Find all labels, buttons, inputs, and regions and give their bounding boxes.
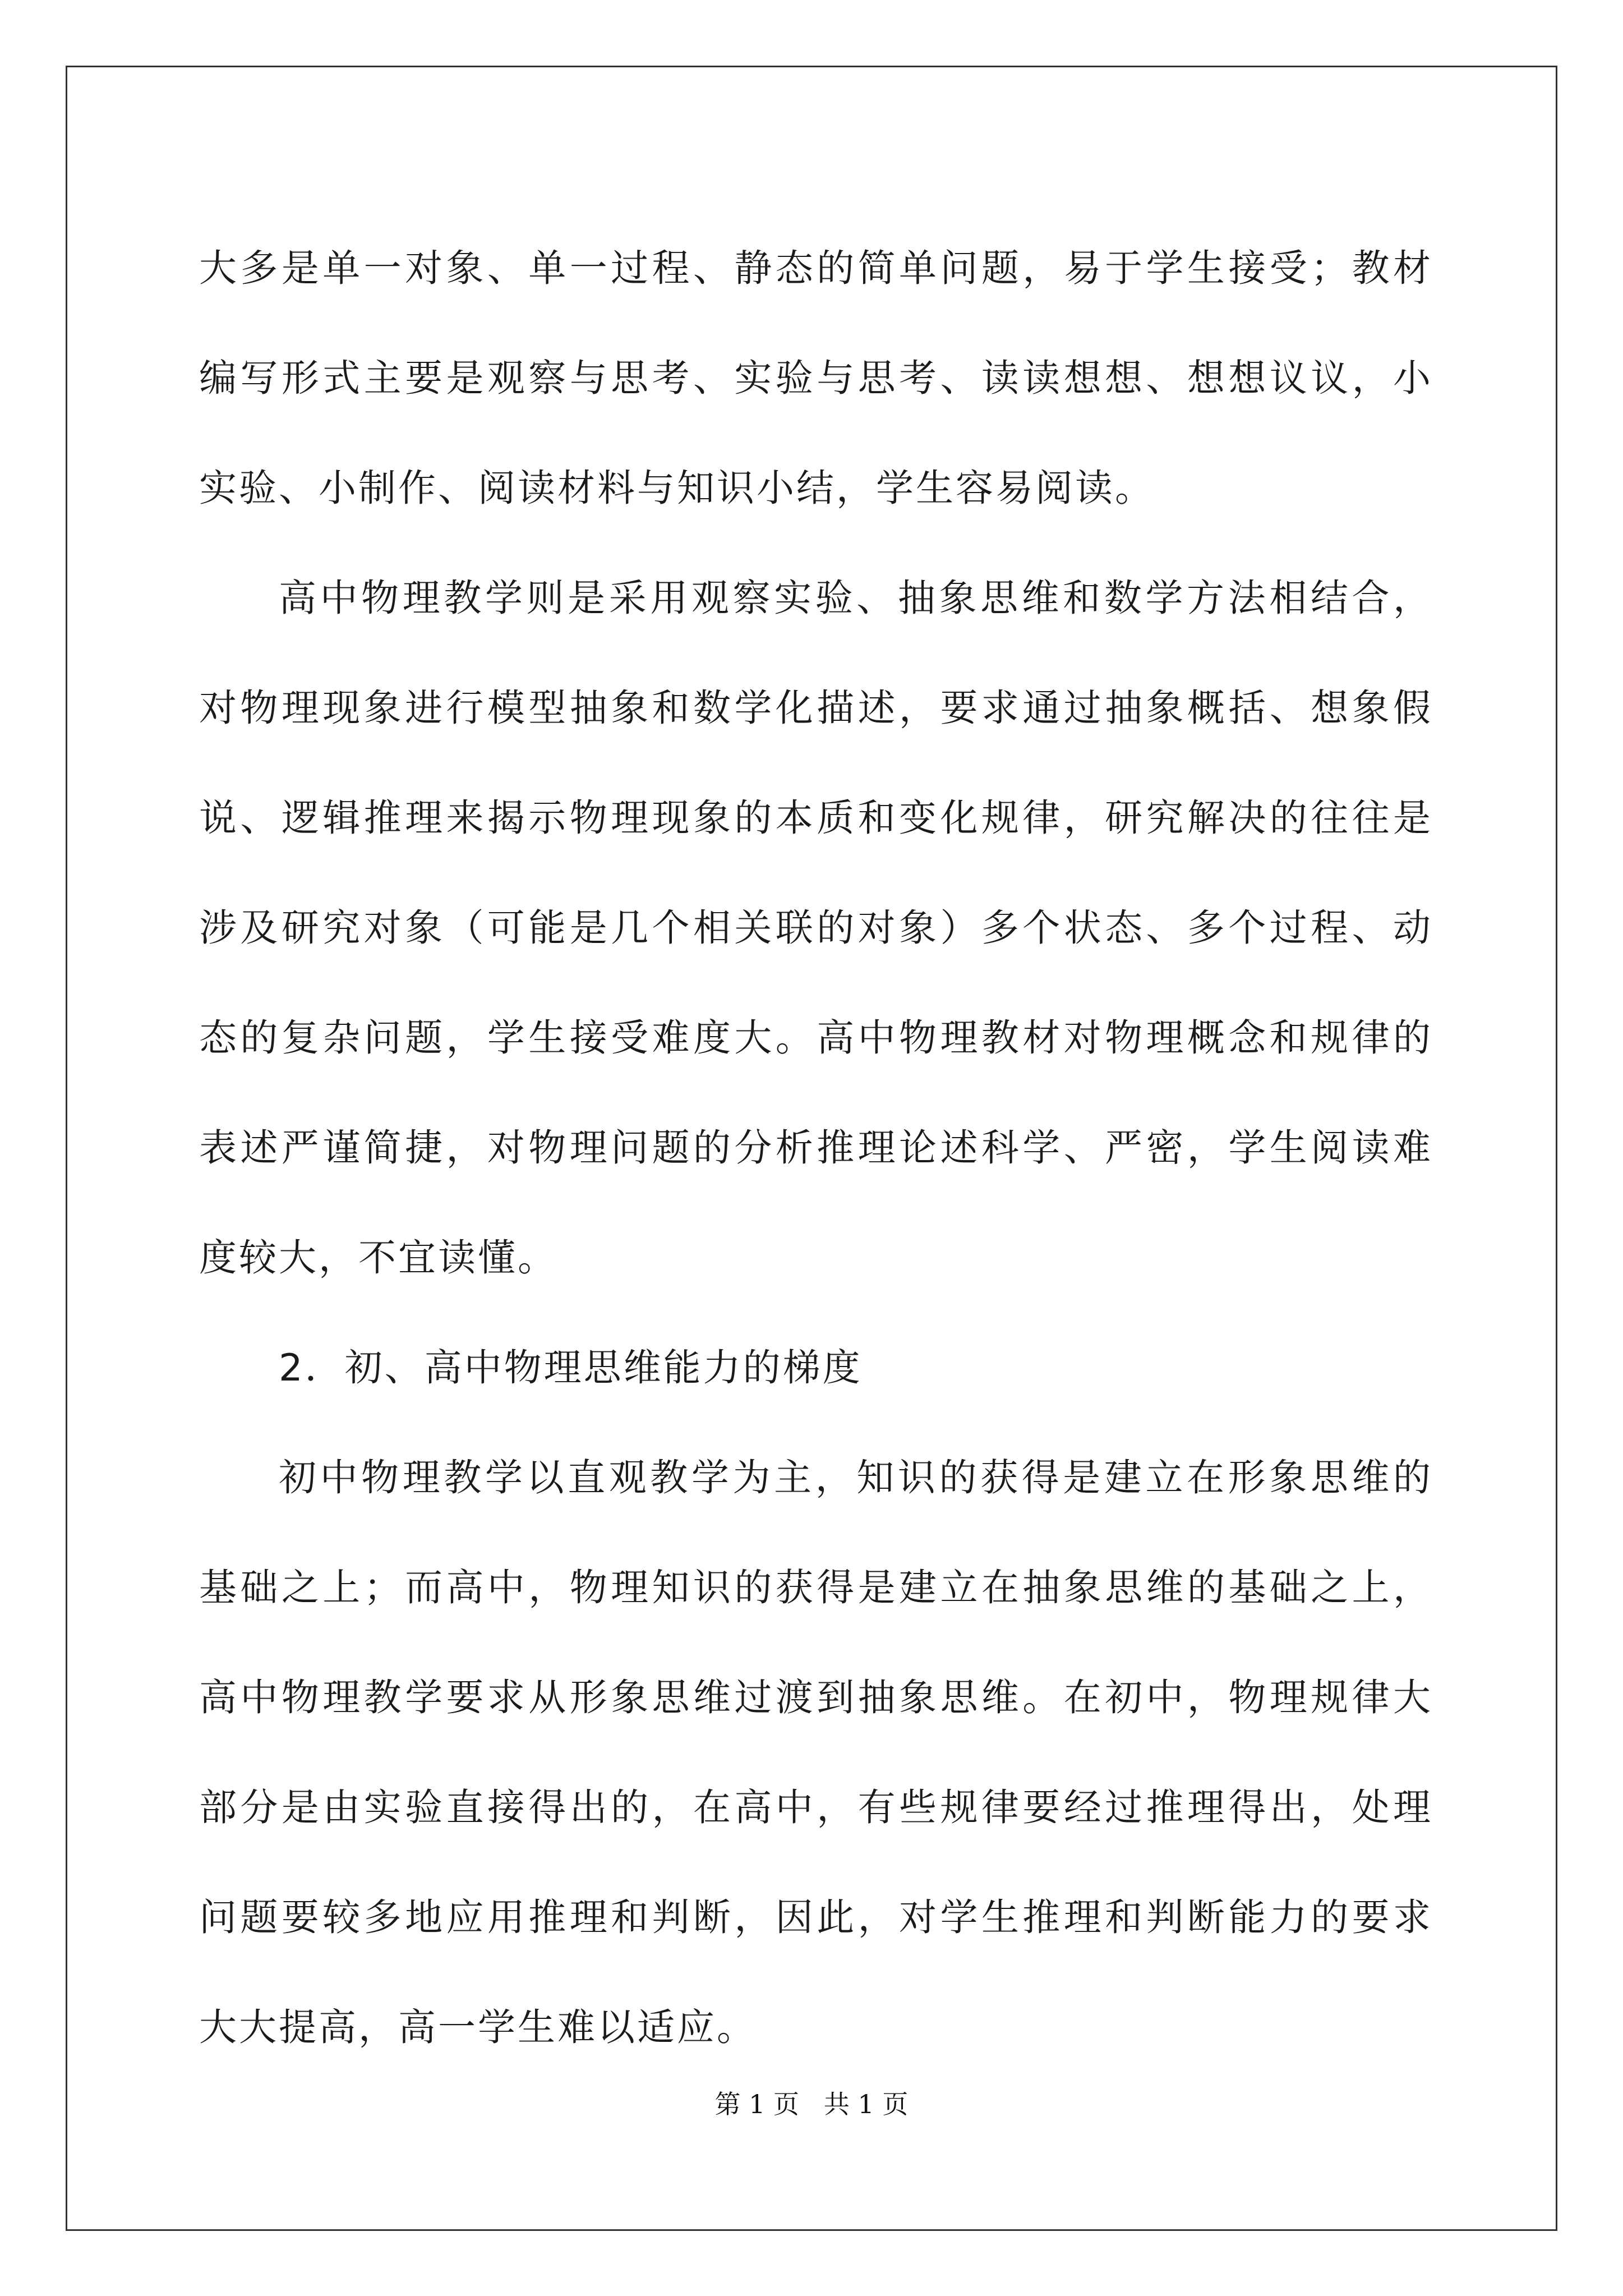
paragraph-1: 大多是单一对象、单一过程、静态的简单问题，易于学生接受；教材编写形式主要是观察与思考、实验与思考、读读想想、想想议议，小实验、小制作、阅读材料与知识小结，学生容易阅读。 xyxy=(199,246,1433,510)
page-footer xyxy=(0,2084,1623,2121)
paragraph-2: 高中物理教学则是采用观察实验、抽象思维和数学方法相结合，对物理现象进行模型抽象和数学化描述，要求通过抽象概括、想象假说、逻辑推理来揭示物理现象的本质和变化规律，研究解决的往往是涉及研究对象（可能是几个相关联的对象）多个状态、多个过程、动态的复杂问题，学生接受难度大。高中物理教材对物理概念和规律的表述严谨简捷，对物理问题的分析推理论述科学、严密，学生阅读难度较大，不宜读懂。 xyxy=(199,576,1433,1280)
section-heading: 2．初、高中物理思维能力的梯度 xyxy=(279,1346,863,1389)
document-body xyxy=(199,213,1433,2082)
page-number-label: 第 1 页 共 1 页 xyxy=(714,2089,909,2119)
paragraph-3: 初中物理教学以直观教学为主，知识的获得是建立在形象思维的基础之上；而高中，物理知识的获得是建立在抽象思维的基础之上，高中物理教学要求从形象思维过渡到抽象思维。在初中，物理规律大部分是由实验直接得出的，在高中，有些规律要经过推理得出，处理问题要较多地应用推理和判断，因此，对学生推理和判断能力的要求大大提高，高一学生难以适应。 xyxy=(199,1456,1433,2049)
